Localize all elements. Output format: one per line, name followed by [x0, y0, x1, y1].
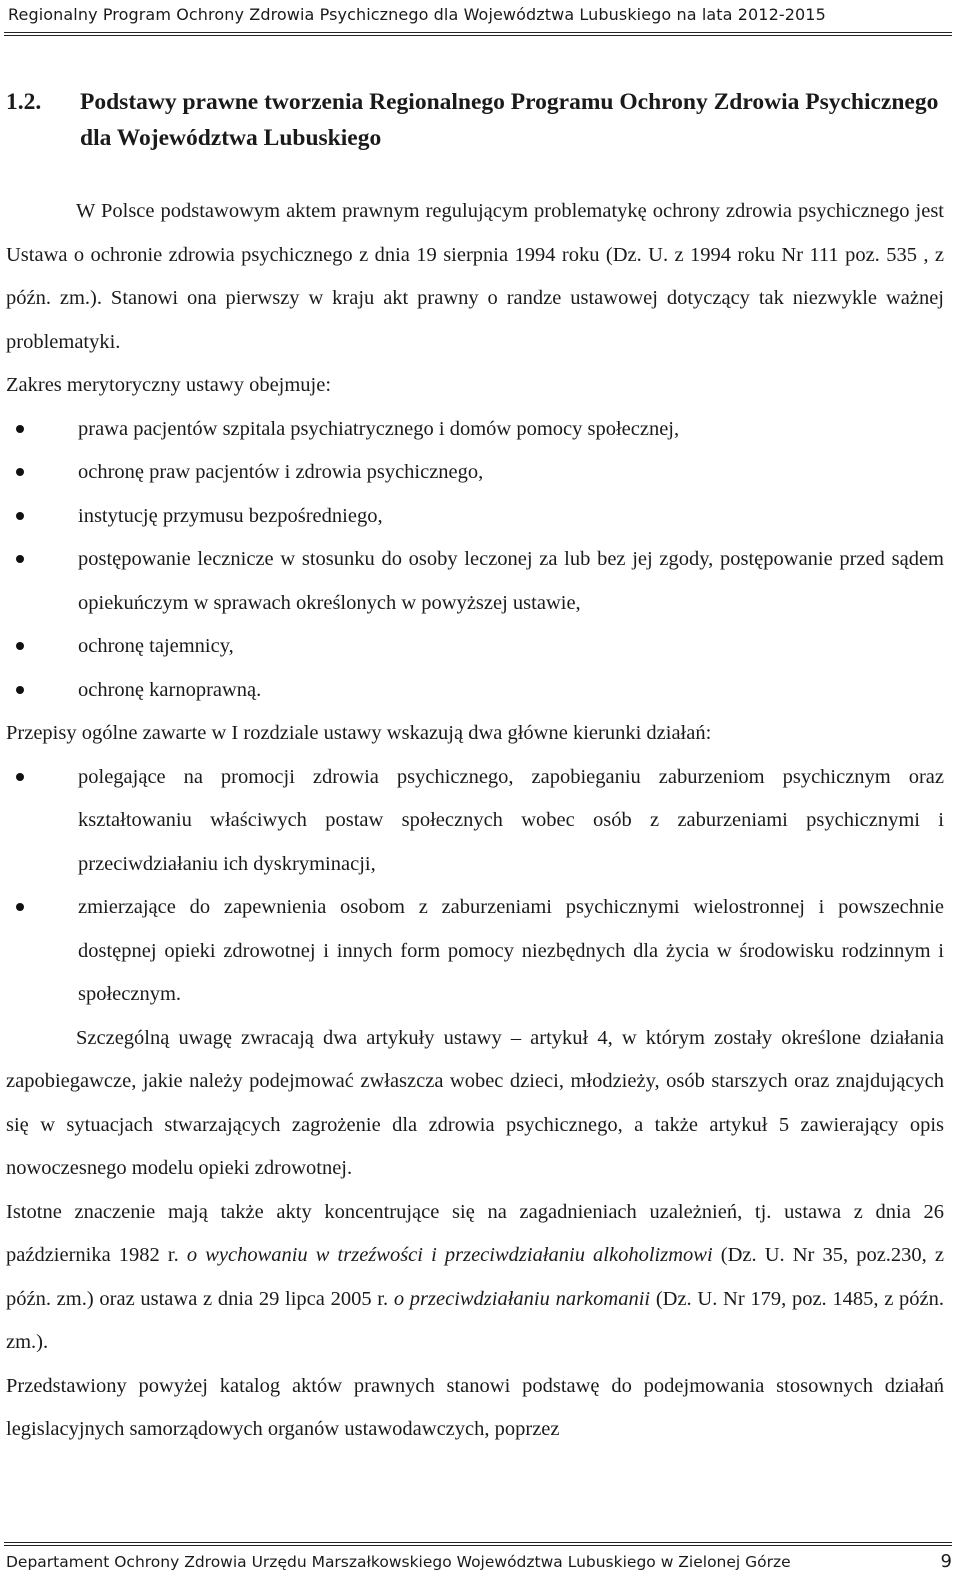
bullet-icon: [16, 555, 24, 563]
paragraph-catalog: Przedstawiony powyżej katalog aktów prawnych stanowi podstawę do podejmowania stosownych działań legislacyjnych samorządowych organów ustawodawczych, poprzez: [6, 1374, 944, 1440]
list-item-text: ochronę praw pacjentów i zdrowia psychicznego,: [78, 461, 484, 483]
scope-list: [6, 408, 944, 713]
section-title: Podstawy prawne tworzenia Regionalnego Programu Ochrony Zdrowia Psychicznego dla Województwa Lubuskiego: [80, 89, 939, 151]
bullet-icon: [16, 468, 24, 476]
bullet-icon: [16, 425, 24, 433]
footer-department: Departament Ochrony Zdrowia Urzędu Marszałkowskiego Województwa Lubuskiego w Zielonej Górze: [6, 1553, 791, 1571]
list-item: [6, 538, 944, 625]
section-number: 1.2.: [6, 89, 42, 115]
directions-list: [6, 756, 944, 1017]
bullet-icon: [16, 903, 24, 911]
list-item-text: zmierzające do zapewnienia osobom z zaburzeniami psychicznymi wielostronnej i powszechnie dostępnej opieki zdrowotnej i innych form pomocy niezbędnych dla życia w środowisku rodzinnym i społecznym.: [78, 896, 944, 1005]
list-item-text: prawa pacjentów szpitala psychiatrycznego i domów pomocy społecznej,: [78, 417, 680, 440]
list-item-text: ochronę tajemnicy,: [78, 635, 234, 657]
paragraph-articles: Szczególną uwagę zwracają dwa artykuły ustawy – artykuł 4, w którym zostały określone działania zapobiegawcze, jakie należy podejmować zwłaszcza wobec dzieci, młodzieży, osób starszych oraz znajdujących się w sytuacjach stwarzających zagrożenie dla zdrowia psychicznego, a także artykuł 5 zawierający opis nowoczesnego modelu opieki zdrowotnej.: [6, 1026, 944, 1179]
section-heading: [6, 84, 944, 156]
page-footer: [6, 1549, 952, 1575]
footer-divider: [4, 1542, 952, 1546]
list-item-text: postępowanie lecznicze w stosunku do osoby leczonej za lub bez jej zgody, postępowanie przed sądem opiekuńczym w sprawach określonych w powyższej ustawie,: [78, 548, 944, 614]
list-item: [6, 451, 944, 495]
list-item: [6, 756, 944, 887]
act-title-alcohol: o wychowaniu w trzeźwości i przeciwdziałaniu alkoholizmowi: [186, 1244, 713, 1266]
text-run: Istotne znaczenie mają także akty koncentrujące się na zagadnieniach uzależnień, tj. ustawa z dnia 26 października 1982 r.: [6, 1200, 944, 1266]
paragraph-addiction-acts: [6, 1191, 944, 1365]
paragraph-general-provisions: Przepisy ogólne zawarte w I rozdziale ustawy wskazują dwa główne kierunki działań:: [6, 722, 712, 744]
bullet-icon: [16, 686, 24, 694]
page-content: [6, 84, 944, 1452]
list-item: [6, 886, 944, 1017]
bullet-icon: [16, 773, 24, 781]
list-item-text: ochronę karnoprawną.: [78, 678, 262, 701]
running-header: Regionalny Program Ochrony Zdrowia Psychicznego dla Województwa Lubuskiego na lata 2012-2015: [8, 5, 826, 24]
text-run: (Dz. U. Nr 35, poz.230, z późn. zm.) oraz ustawa z dnia 29 lipca 2005 r.: [6, 1244, 944, 1310]
list-item: [6, 669, 944, 713]
list-item-text: polegające na promocji zdrowia psychicznego, zapobieganiu zaburzeniom psychicznym oraz kształtowaniu właściwych postaw społecznych wobec osób z zaburzeniami psychicznymi i przeciwdziałaniu ich dyskryminacji,: [78, 765, 944, 875]
list-item-text: instytucję przymusu bezpośredniego,: [78, 504, 383, 527]
paragraph-scope-lead: Zakres merytoryczny ustawy obejmuje:: [6, 374, 332, 396]
list-item: [6, 625, 944, 669]
bullet-icon: [16, 642, 24, 650]
paragraph-intro: W Polsce podstawowym aktem prawnym regulującym problematykę ochrony zdrowia psychicznego jest Ustawa o ochronie zdrowia psychicznego z dnia 19 sierpnia 1994 roku (Dz. U. z 1994 roku Nr 111 poz. 535 , z późn. zm.). Stanowi ona pierwszy w kraju akt prawny o randze ustawowej dotyczący tak niezwykle ważnej problematyki.: [6, 200, 944, 353]
page-number: 9: [940, 1551, 952, 1572]
list-item: [6, 408, 944, 452]
header-divider: [4, 32, 952, 36]
bullet-icon: [16, 512, 24, 520]
text-run: (Dz. U. Nr 179, poz. 1485, z późn. zm.).: [6, 1287, 944, 1353]
list-item: [6, 495, 944, 539]
act-title-drugs: o przeciwdziałaniu narkomanii: [393, 1287, 651, 1310]
